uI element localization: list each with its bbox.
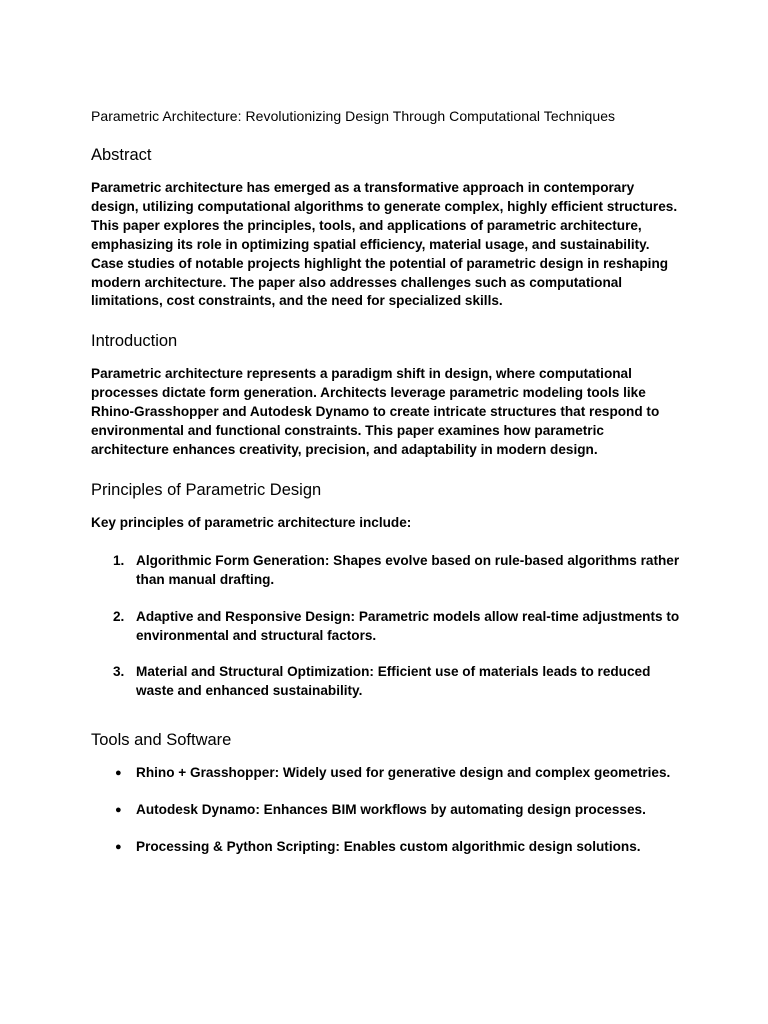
list-item (91, 838, 681, 857)
abstract-paragraph: Parametric architecture has emerged as a transformative approach in contemporary design, utilizing computational algorithms to generate complex, highly efficient structures. This paper explores the principles, tools, and applications of parametric architecture, emphasizing its role in optimizing spatial efficiency, material usage, and sustainability. Case studies of notable projects highlight the potential of parametric design in reshaping modern architecture. The paper also addresses challenges such as computational limitations, cost constraints, and the need for specialized skills. (91, 180, 678, 309)
list-item (91, 663, 681, 701)
list-item (91, 552, 681, 590)
document-title: Parametric Architecture: Revolutionizing Design Through Computational Techniques (91, 108, 616, 124)
list-item (91, 801, 681, 820)
introduction-heading: Introduction (91, 332, 178, 351)
list-number: 1. (113, 552, 125, 568)
principles-list (91, 552, 681, 701)
list-item-text: Algorithmic Form Generation: Shapes evolve based on rule-based algorithms rather than manual drafting. (136, 552, 680, 587)
abstract-heading: Abstract (91, 146, 152, 164)
list-item-text: Rhino + Grasshopper: Widely used for generative design and complex geometries. (136, 765, 671, 781)
principles-intro: Key principles of parametric architecture include: (91, 514, 412, 530)
bullet-icon: ● (115, 841, 122, 854)
principles-heading: Principles of Parametric Design (91, 480, 322, 499)
document-page (91, 106, 681, 875)
list-number: 3. (113, 664, 125, 680)
introduction-paragraph: Parametric architecture represents a paradigm shift in design, where computational processes dictate form generation. Architects leverage parametric modeling tools like Rhino-Grasshopper and Autodesk Dynamo to create intricate structures that respond to environmental and functional constraints. This paper examines how parametric architecture enhances creativity, precision, and adaptability in modern design. (91, 366, 660, 457)
list-number: 2. (113, 608, 125, 624)
tools-heading: Tools and Software (91, 731, 232, 750)
list-item-text: Autodesk Dynamo: Enhances BIM workflows by automating design processes. (136, 802, 646, 818)
tools-list (91, 764, 681, 857)
list-item-text: Processing & Python Scripting: Enables custom algorithmic design solutions. (136, 839, 641, 855)
bullet-icon: ● (115, 767, 122, 780)
bullet-icon: ● (115, 804, 122, 817)
list-item-text: Material and Structural Optimization: Efficient use of materials leads to reduced waste and enhanced sustainability. (136, 664, 651, 699)
list-item-text: Adaptive and Responsive Design: Parametric models allow real-time adjustments to environmental and structural factors. (136, 608, 680, 643)
list-item (91, 608, 681, 646)
list-item (91, 764, 681, 783)
